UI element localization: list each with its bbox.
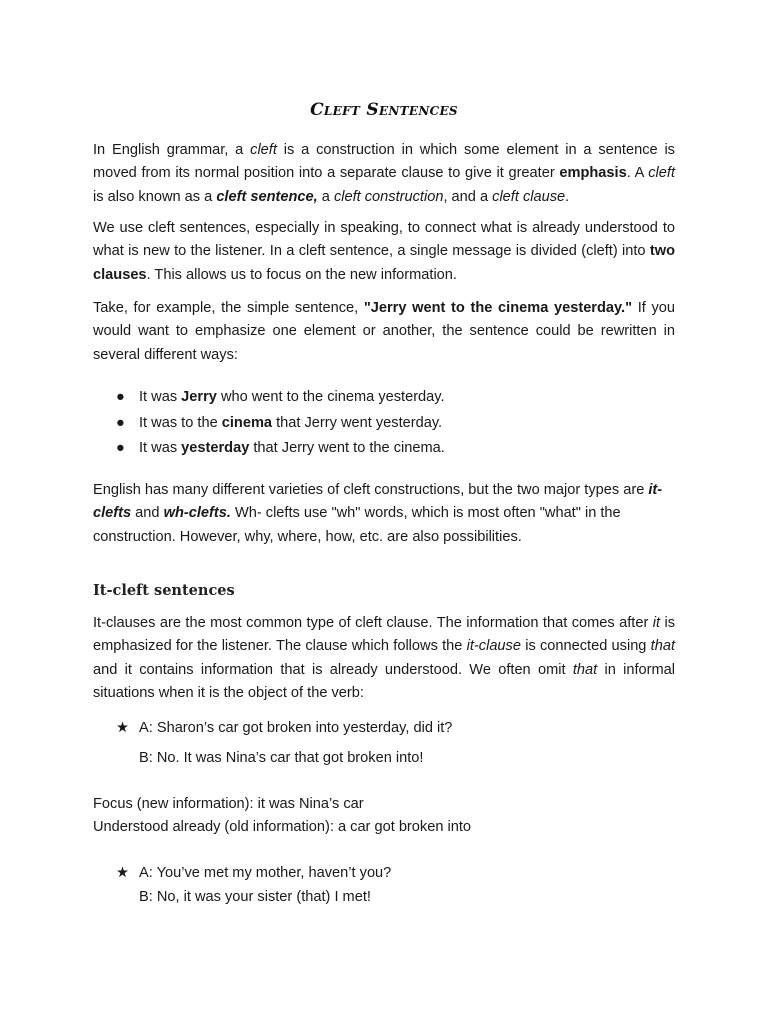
text: It-clauses are the most common type of cleft clause. The information that comes after <box>93 615 653 631</box>
text: English has many different varieties of cleft constructions, but the two major types are <box>93 482 649 498</box>
text: and <box>131 505 164 522</box>
text: who went to the cinema yesterday. <box>216 389 445 405</box>
term-two-clauses: two clauses <box>93 243 675 283</box>
it-cleft-paragraph <box>93 612 675 706</box>
text: It was <box>139 389 182 405</box>
term-that: that <box>650 638 675 655</box>
emphasized-word: yesterday <box>181 440 250 456</box>
text: is emphasized for the listener. The clause which follows the <box>93 615 675 655</box>
page-title: Cleft Sentences <box>310 100 458 120</box>
text: . This allows us to focus on the new information. <box>146 266 457 283</box>
term-emphasis: emphasis <box>559 165 627 182</box>
text: is also known as a <box>93 188 217 205</box>
text: that Jerry went to the cinema. <box>249 440 445 456</box>
text: It was to the <box>139 415 222 431</box>
bullet-icon: ● <box>116 389 125 405</box>
term-cleft-clause: cleft clause <box>492 188 566 205</box>
term-that: that <box>572 661 598 678</box>
focus-line: Focus (new information): it was Nina’s car <box>93 796 364 812</box>
text: In English grammar, a <box>93 142 251 158</box>
term-cleft: cleft <box>250 142 277 158</box>
dialogue-line-a: A: Sharon’s car got broken into yesterday, did it? <box>139 720 453 736</box>
bullet-icon: ● <box>116 440 125 456</box>
intro-paragraph <box>93 139 675 209</box>
text: is a construction in which some element in a sentence is moved from its normal position into a separate clause to give it greater <box>93 142 675 182</box>
text: in informal situations when it is the object of the verb: <box>93 661 676 702</box>
text: is connected using <box>520 638 651 655</box>
usage-paragraph <box>93 217 675 287</box>
star-icon: ★ <box>116 865 130 881</box>
text: . <box>565 188 570 205</box>
section-heading: It-cleft sentences <box>93 582 235 599</box>
text: Take, for example, the simple sentence, <box>93 300 364 316</box>
varieties-paragraph <box>93 479 678 549</box>
text: If you would want to emphasize one element or another, the sentence could be rewritten in several different ways: <box>93 300 675 363</box>
star-icon: ★ <box>116 720 130 736</box>
text: , and a <box>443 188 493 205</box>
text: that Jerry went yesterday. <box>272 415 443 431</box>
text: a <box>317 188 334 205</box>
text: and it contains information that is already understood. We often omit <box>93 661 573 678</box>
example-paragraph <box>93 297 675 367</box>
bullet-icon: ● <box>116 415 125 431</box>
dialogue-line-b: B: No. It was Nina’s car that got broken into! <box>139 750 424 766</box>
term-it: it <box>652 615 661 631</box>
term-cleft: cleft <box>648 165 675 182</box>
dialogue-line-b: B: No, it was your sister (that) I met! <box>139 889 371 905</box>
term-it-clefts: it-clefts <box>93 482 663 522</box>
emphasized-word: Jerry <box>181 389 217 405</box>
emphasized-word: cinema <box>221 415 273 431</box>
term-cleft-construction: cleft construction <box>333 188 444 205</box>
text: Wh- clefts use "wh" words, which is most often "what" in the construction. However, why, where, how, etc. are also possibilities. <box>93 505 621 545</box>
understood-line: Understood already (old information): a car got broken into <box>93 819 472 835</box>
text: It was <box>139 440 182 456</box>
example-sentence: "Jerry went to the cinema yesterday." <box>363 300 633 316</box>
dialogue-line-a: A: You’ve met my mother, haven’t you? <box>139 865 392 881</box>
term-wh-clefts: wh-clefts. <box>163 505 231 522</box>
text: We use cleft sentences, especially in speaking, to connect what is already understood to what is new to the listener. In a cleft sentence, a single message is divided (cleft) into <box>93 220 675 260</box>
term-it-clause: it-clause <box>466 638 521 655</box>
text: . A <box>626 165 649 182</box>
term-cleft-sentence: cleft sentence, <box>216 188 318 205</box>
